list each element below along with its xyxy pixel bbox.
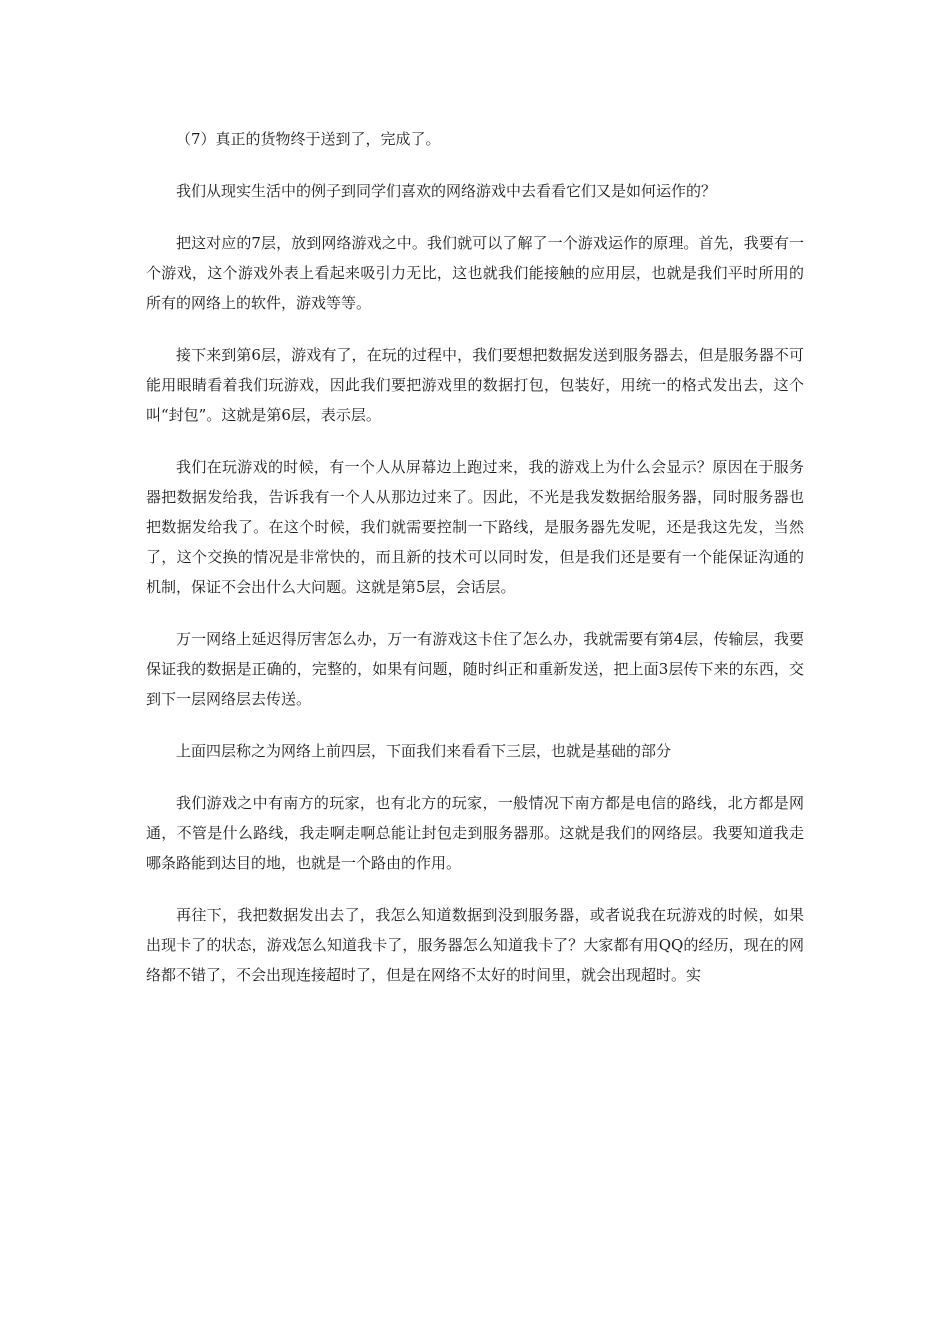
paragraph: 把这对应的7层，放到网络游戏之中。我们就可以了解了一个游戏运作的原理。首先，我要有一个游戏，这个游戏外表上看起来吸引力无比，这也就我们能接触的应用层，也就是我们平时所用的所有的网络上的软件，游戏等等。 [146,234,804,312]
document-body [146,124,804,1012]
paragraph: 再往下，我把数据发出去了，我怎么知道数据到没到服务器，或者说我在玩游戏的时候，如果出现卡了的状态，游戏怎么知道我卡了，服务器怎么知道我卡了？大家都有用QQ的经历，现在的网络都不错了，不会出现连接超时了，但是在网络不太好的时间里，就会出现超时。实 [146,906,804,984]
paragraph: 万一网络上延迟得厉害怎么办，万一有游戏这卡住了怎么办，我就需要有第4层，传输层，我要保证我的数据是正确的，完整的，如果有问题，随时纠正和重新发送，把上面3层传下来的东西，交到下一层网络层去传送。 [146,630,804,708]
paragraph: 我们从现实生活中的例子到同学们喜欢的网络游戏中去看看它们又是如何运作的？ [176,182,717,200]
paragraph: 我们在玩游戏的时候，有一个人从屏幕边上跑过来，我的游戏上为什么会显示？原因在于服务器把数据发给我，告诉我有一个人从那边过来了。因此，不光是我发数据给服务器，同时服务器也把数据发给我了。在这个时候，我们就需要控制一下路线，是服务器先发呢，还是我这先发，当然了，这个交换的情况是非常快的，而且新的技术可以同时发，但是我们还是要有一个能保证沟通的机制，保证不会出什么大问题。这就是第5层，会话层。 [146,458,804,596]
paragraph: 我们游戏之中有南方的玩家，也有北方的玩家，一般情况下南方都是电信的路线，北方都是网通，不管是什么路线，我走啊走啊总能让封包走到服务器那。这就是我们的网络层。我要知道我走哪条路能到达目的地，也就是一个路由的作用。 [146,794,804,872]
paragraph: （7）真正的货物终于送到了，完成了。 [176,130,441,148]
paragraph: 接下来到第6层，游戏有了，在玩的过程中，我们要想把数据发送到服务器去，但是服务器不可能用眼睛看着我们玩游戏，因此我们要把游戏里的数据打包，包装好，用统一的格式发出去，这个叫“封包”。这就是第6层，表示层。 [146,346,804,424]
paragraph: 上面四层称之为网络上前四层，下面我们来看看下三层，也就是基础的部分 [176,742,672,760]
